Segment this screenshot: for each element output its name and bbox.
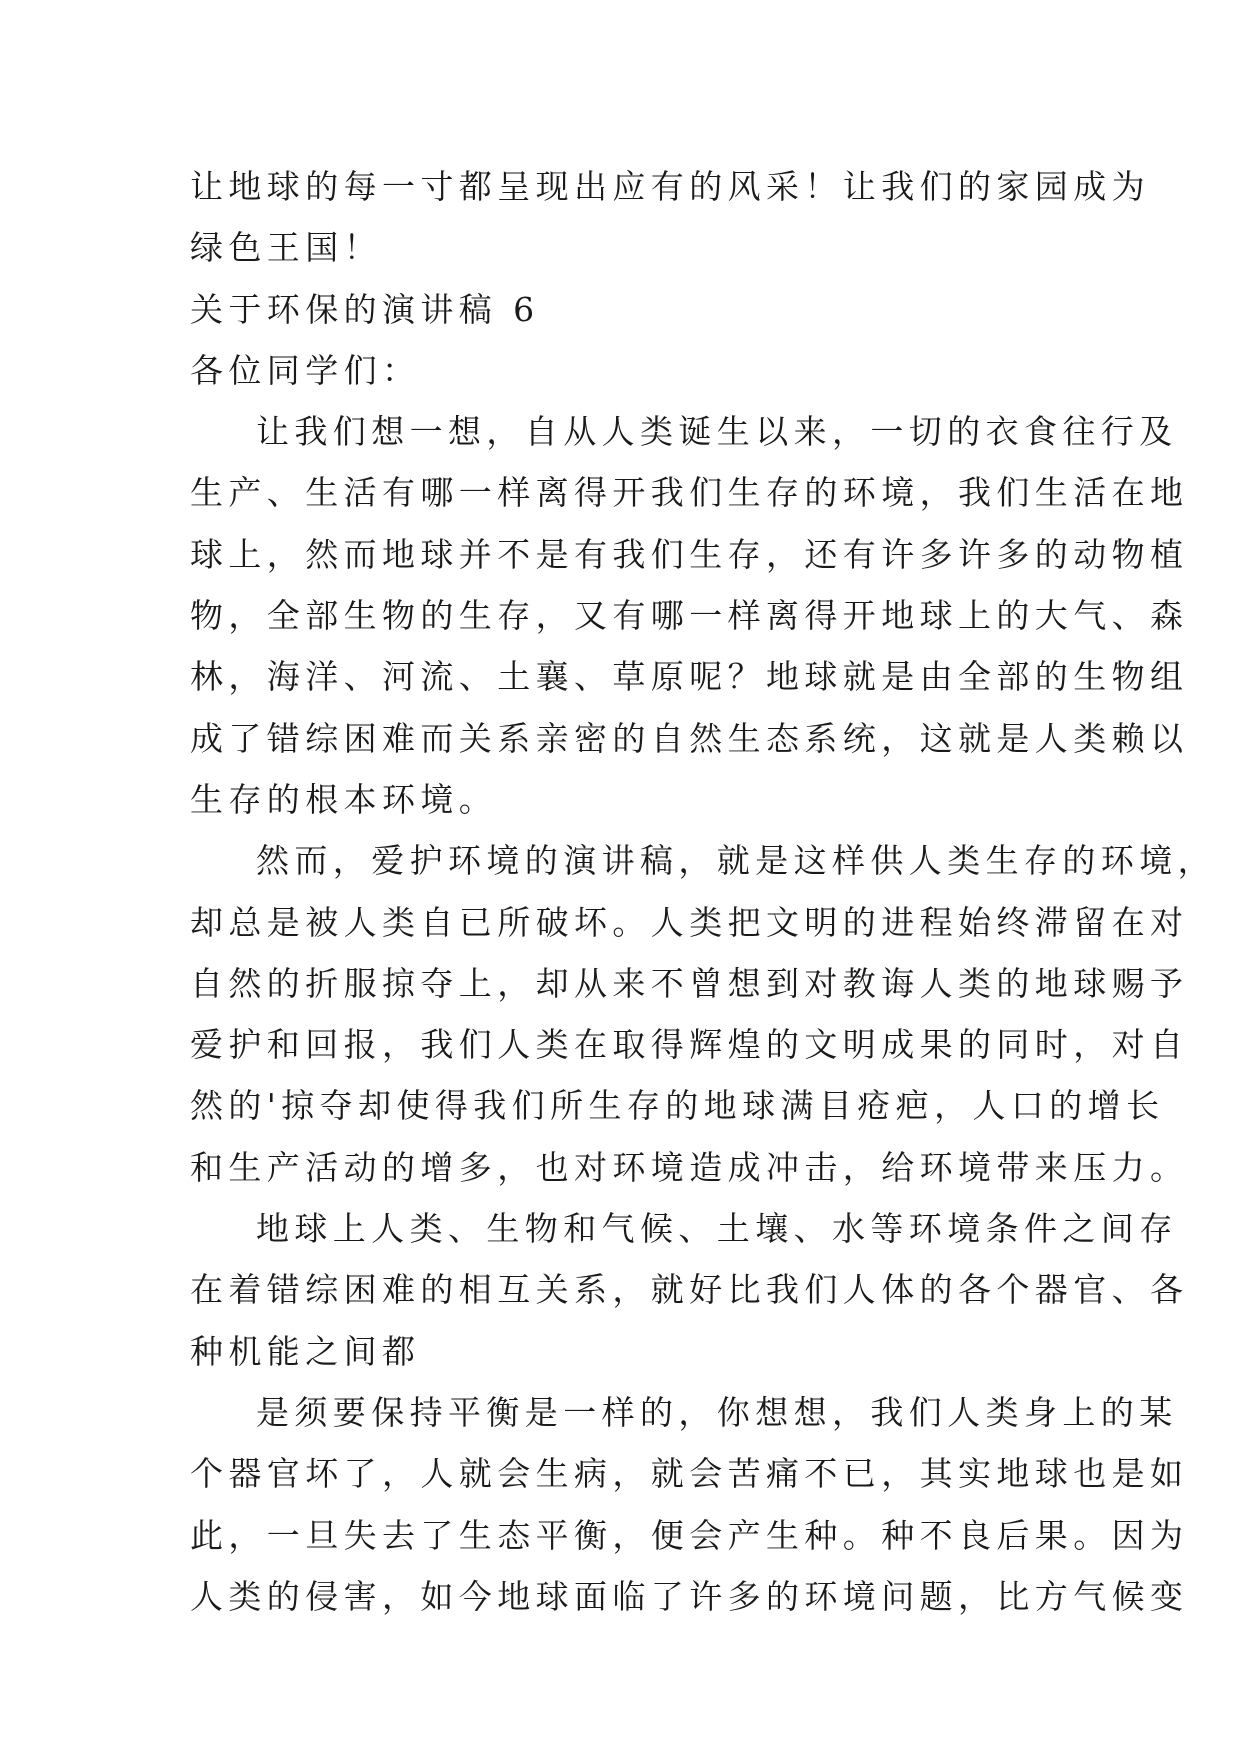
text-line: 个器官坏了，人就会生病，就会苦痛不已，其实地球也是如: [190, 1454, 1189, 1494]
text-line: 然而，爱护环境的演讲稿，就是这样供人类生存的环境，: [256, 841, 1216, 881]
text-line: 球上，然而地球并不是有我们生存，还有许多许多的动物植: [190, 534, 1189, 574]
text-line: 让地球的每一寸都呈现出应有的风采！让我们的家园成为: [190, 167, 1150, 206]
text-line: 在着错综困难的相互关系，就好比我们人体的各个器官、各: [190, 1270, 1189, 1310]
text-line: 人类的侵害，如今地球面临了许多的环境问题，比方气候变: [190, 1576, 1189, 1616]
text-line: 让我们想一想，自从人类诞生以来，一切的衣食往行及: [256, 412, 1178, 452]
document-body: [190, 156, 1216, 1627]
text-line: 生产、生活有哪一样离得开我们生存的环境，我们生活在地: [190, 473, 1189, 513]
text-line: 生存的根本环境。: [190, 779, 498, 819]
text-line: 各位同学们：: [190, 350, 421, 390]
text-line: 成了错综困难而关系亲密的自然生态系统，这就是人类赖以: [190, 718, 1189, 758]
text-line: 自然的折服掠夺上，却从来不曾想到对教诲人类的地球赐予: [190, 963, 1189, 1003]
text-line: 地球上人类、生物和气候、土壤、水等环境条件之间存: [256, 1209, 1178, 1249]
text-line: 物，全部生物的生存，又有哪一样离得开地球上的大气、森: [190, 596, 1189, 636]
text-line: 种机能之间都: [190, 1331, 421, 1371]
text-line: 和生产活动的增多，也对环境造成冲击，给环境带来压力。: [190, 1147, 1189, 1187]
text-line: 却总是被人类自已所破坏。人类把文明的进程始终滞留在对: [190, 902, 1189, 942]
text-line: 绿色王国！: [190, 228, 382, 268]
text-line: 关于环保的演讲稿 6: [190, 289, 540, 329]
text-line: 爱护和回报，我们人类在取得辉煌的文明成果的同时，对自: [190, 1025, 1189, 1065]
text-line: 然的'掠夺却使得我们所生存的地球满目疮疤，人口的增长: [190, 1086, 1165, 1126]
text-line: 此，一旦失去了生态平衡，便会产生种。种不良后果。因为: [190, 1515, 1189, 1555]
text-line: 林，海洋、河流、土襄、草原呢？地球就是由全部的生物组: [190, 657, 1189, 697]
text-line: 是须要保持平衡是一样的，你想想，我们人类身上的某: [256, 1392, 1178, 1432]
